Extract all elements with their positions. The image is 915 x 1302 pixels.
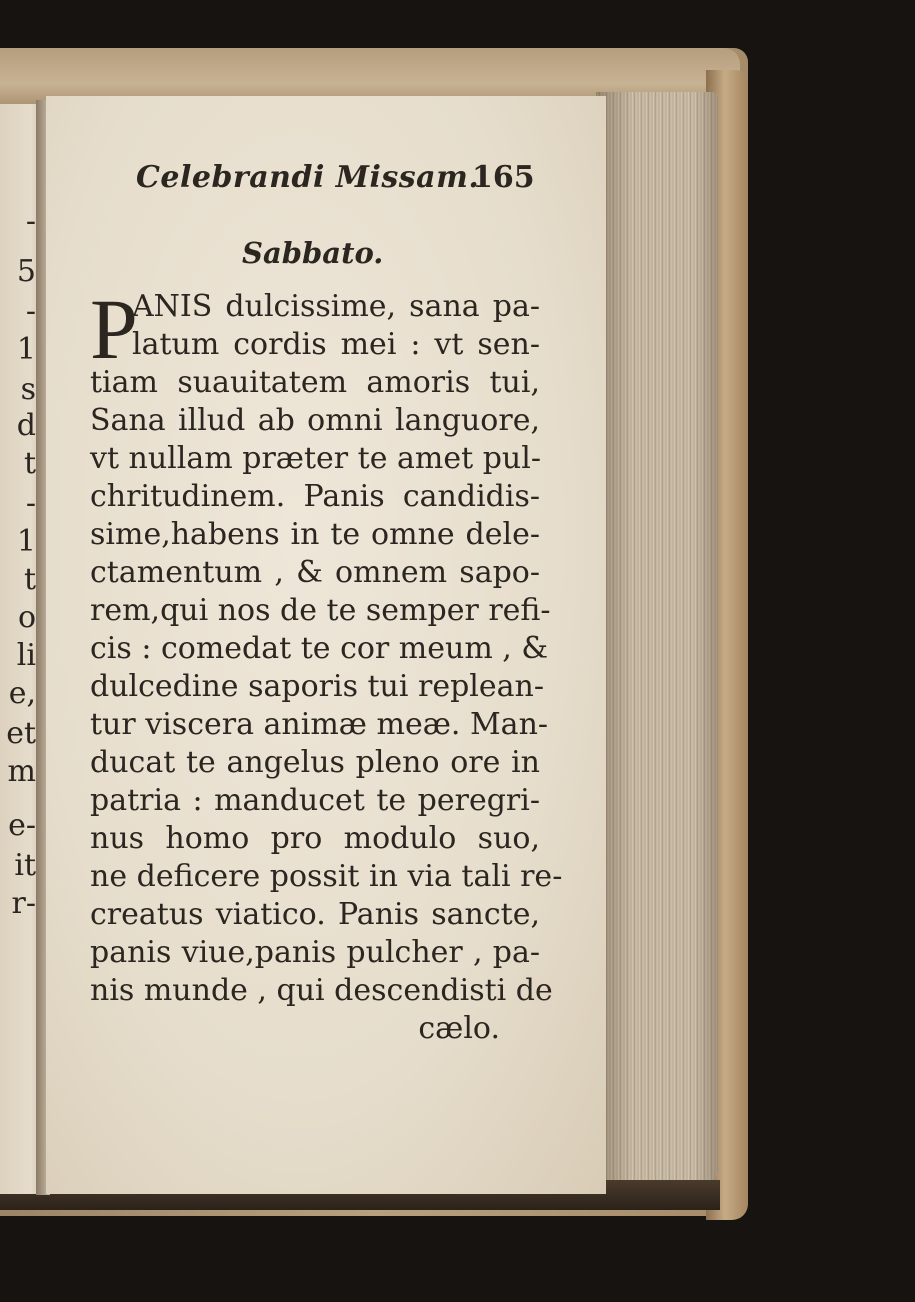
text-line: ne deficere possit in via tali re- <box>90 859 563 894</box>
text-line: Sana illud ab omni languore, <box>90 403 540 438</box>
left-margin-char: 1 <box>16 332 36 367</box>
text-line-catchword: cælo. <box>418 1011 500 1046</box>
left-margin-char: it <box>14 848 36 883</box>
text-line: dulcedine saporis tui replean- <box>90 669 544 704</box>
text-line: nus homo pro modulo suo, <box>90 821 540 856</box>
text-line: tur viscera animæ meæ. Man- <box>90 707 549 742</box>
left-margin-char: 5 <box>16 254 36 289</box>
left-margin-char: d <box>16 408 36 443</box>
left-margin-char: r- <box>11 886 36 921</box>
text-line: creatus viatico. Panis sancte, <box>90 897 540 932</box>
text-line: ANIS dulcissime, sana pa- <box>132 289 540 324</box>
left-margin-char: - <box>25 204 36 239</box>
text-line: panis viue,panis pulcher , pa- <box>90 935 540 970</box>
left-margin-char: t <box>23 446 36 481</box>
left-margin-char: - <box>25 486 36 521</box>
running-head: Celebrandi Missam. <box>136 160 480 195</box>
page-block-shade <box>596 92 718 1182</box>
left-margin-char: s <box>20 372 36 407</box>
text-line: nis munde , qui descendisti de <box>90 973 553 1008</box>
text-line: ctamentum , & omnem sapo- <box>90 555 540 590</box>
left-margin-char: o <box>17 600 36 635</box>
page-number: 165 <box>472 160 535 195</box>
left-page-margin-text <box>0 104 40 1194</box>
left-margin-char: m <box>7 754 36 789</box>
left-margin-char: 1 <box>16 524 36 559</box>
text-line: chritudinem. Panis candidis- <box>90 479 540 514</box>
left-margin-char: e- <box>8 808 36 843</box>
drop-cap-initial: P <box>90 281 138 377</box>
text-line: latum cordis mei : vt sen- <box>132 327 540 362</box>
text-line: cis : comedat te cor meum , & <box>90 631 549 666</box>
text-line: ducat te angelus pleno ore in <box>90 745 540 780</box>
left-margin-char: - <box>25 294 36 329</box>
text-line: patria : manducet te peregri- <box>90 783 540 818</box>
section-title: Sabbato. <box>242 236 384 270</box>
left-margin-char: et <box>6 716 36 751</box>
left-margin-char: e, <box>8 676 36 711</box>
text-line: rem,qui nos de te semper refi- <box>90 593 551 628</box>
text-line: tiam suauitatem amoris tui, <box>90 365 540 400</box>
left-margin-char: li <box>16 638 36 673</box>
left-margin-char: t <box>23 562 36 597</box>
text-line: sime,habens in te omne dele- <box>90 517 540 552</box>
text-line: vt nullam præter te amet pul- <box>90 441 541 476</box>
